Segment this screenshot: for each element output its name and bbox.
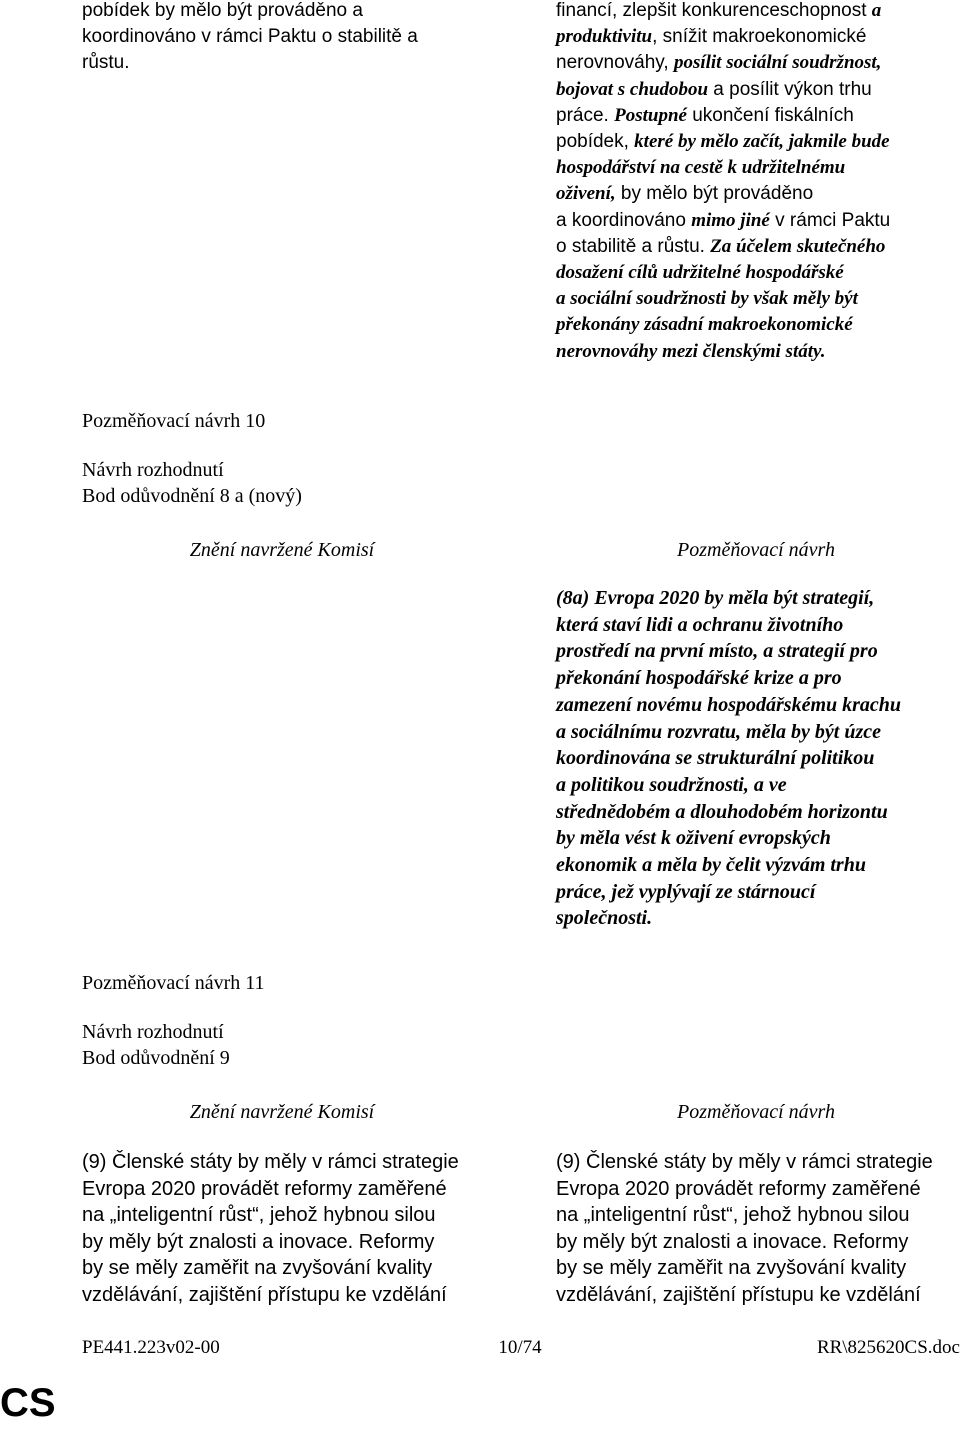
amendment-10-col-left-heading: Znění navržené Komisí bbox=[189, 539, 375, 561]
text-run: pobídek, bbox=[556, 131, 635, 153]
text-line: koordinováno v rámci Paktu o stabilitě a bbox=[82, 26, 418, 47]
text-line: zamezení novému hospodářskému krachu bbox=[556, 693, 902, 716]
text-run: o stabilitě a růstu. bbox=[556, 235, 711, 257]
footer-document-name: RR\825620CS.doc bbox=[816, 1337, 960, 1358]
text-line: společnosti. bbox=[556, 907, 653, 930]
text-line: a sociálnímu rozvratu, měla by být úzce bbox=[556, 720, 881, 743]
text-line: (8a) Evropa 2020 by měla být strategií, bbox=[556, 587, 875, 609]
amendment-10-title: Pozměňovací návrh 10 bbox=[82, 410, 266, 432]
footer-reference: PE441.223v02-00 bbox=[82, 1337, 220, 1358]
text-run-emphasis: překonány zásadní makroekonomické bbox=[556, 314, 853, 336]
text-run: práce. bbox=[556, 104, 615, 126]
text-line: která staví lidi a ochranu životního bbox=[556, 613, 844, 636]
top-right-paragraph bbox=[556, 0, 956, 365]
text-line: růstu. bbox=[82, 52, 130, 73]
text-line: střednědobém a dlouhodobém horizontu bbox=[556, 800, 888, 823]
amendment-11-left-text bbox=[82, 1149, 482, 1309]
language-code: CS bbox=[0, 1381, 56, 1425]
text-line: na „inteligentní růst“, jehož hybnou silou bbox=[556, 1204, 910, 1227]
text-run-emphasis: mimo jiné bbox=[691, 209, 770, 231]
text-line: by měly být znalosti a inovace. Reformy bbox=[82, 1230, 435, 1253]
text-line: Evropa 2020 provádět reformy zaměřené bbox=[556, 1177, 921, 1200]
text-line: koordinována se strukturální politikou bbox=[556, 747, 875, 770]
text-run-emphasis: které by mělo začít, jakmile bude bbox=[634, 131, 890, 153]
text-line: ekonomik a měla by čelit výzvám trhu bbox=[556, 854, 866, 877]
amendment-11-subtitle: Návrh rozhodnutí bbox=[82, 1021, 224, 1043]
amendment-10-subtitle: Návrh rozhodnutí bbox=[82, 459, 224, 481]
text-run-emphasis: posílit sociální soudržnost, bbox=[673, 52, 882, 74]
text-run-emphasis: a bbox=[871, 0, 882, 21]
text-line: (9) Členské státy by měly v rámci strategie bbox=[82, 1151, 459, 1173]
text-line: by měla vést k oživení evropských bbox=[556, 827, 831, 850]
amendment-10-text bbox=[556, 585, 956, 932]
text-run-emphasis: Postupné bbox=[614, 104, 687, 126]
text-line: by měly být znalosti a inovace. Reformy bbox=[556, 1230, 909, 1253]
amendment-11-recital: Bod odůvodnění 9 bbox=[82, 1047, 230, 1069]
text-run: v rámci Paktu bbox=[769, 209, 891, 231]
footer-page-number: 10/74 bbox=[498, 1337, 542, 1358]
text-run: a posílit výkon trhu bbox=[708, 78, 872, 100]
amendment-10-col-right-heading: Pozměňovací návrh bbox=[677, 539, 835, 561]
text-line: Evropa 2020 provádět reformy zaměřené bbox=[82, 1177, 447, 1200]
text-run-emphasis: dosažení cílů udržitelné hospodářské bbox=[556, 262, 844, 284]
text-run: ukončení fiskálních bbox=[686, 104, 854, 126]
text-run: nerovnováhy, bbox=[556, 52, 674, 74]
text-run: by mělo být prováděno bbox=[615, 183, 814, 205]
text-run: a koordinováno bbox=[556, 209, 692, 231]
amendment-10-recital: Bod odůvodnění 8 a (nový) bbox=[82, 485, 302, 507]
text-line: pobídek by mělo být prováděno a bbox=[82, 0, 363, 21]
text-line: by se měly zaměřit na zvyšování kvality bbox=[556, 1257, 907, 1280]
text-run-emphasis: nerovnováhy mezi členskými státy. bbox=[556, 340, 826, 362]
text-line: překonání hospodářské krize a pro bbox=[556, 667, 842, 690]
text-run-emphasis: Za účelem skutečného bbox=[710, 235, 886, 257]
text-line: vzdělávání, zajištění přístupu ke vzdělání bbox=[82, 1283, 447, 1306]
text-line: a politikou soudržnosti, a ve bbox=[556, 773, 787, 796]
amendment-11-title: Pozměňovací návrh 11 bbox=[82, 972, 265, 994]
amendment-11-right-text bbox=[556, 1149, 956, 1309]
text-run-emphasis: bojovat s chudobou bbox=[556, 78, 709, 100]
amendment-11-col-right-heading: Pozměňovací návrh bbox=[677, 1101, 835, 1123]
text-run-emphasis: a sociální soudržnosti by však měly být bbox=[556, 288, 858, 310]
text-line: vzdělávání, zajištění přístupu ke vzdělání bbox=[556, 1283, 921, 1306]
text-line: na „inteligentní růst“, jehož hybnou silou bbox=[82, 1204, 436, 1227]
text-run-emphasis: hospodářství na cestě k udržitelnému bbox=[556, 157, 846, 179]
text-run-emphasis: oživení, bbox=[556, 183, 616, 205]
text-run: financí, zlepšit konkurenceschopnost bbox=[556, 0, 872, 21]
text-line: (9) Členské státy by měly v rámci strategie bbox=[556, 1151, 933, 1173]
text-line: by se měly zaměřit na zvyšování kvality bbox=[82, 1257, 433, 1280]
text-run: , snížit makroekonomické bbox=[652, 26, 867, 48]
amendment-11-col-left-heading: Znění navržené Komisí bbox=[189, 1101, 375, 1123]
text-line: prostředí na první místo, a strategií pro bbox=[556, 640, 878, 663]
text-run-emphasis: produktivitu bbox=[556, 26, 653, 48]
top-left-paragraph bbox=[82, 0, 482, 76]
text-line: práce, jež vyplývají ze stárnoucí bbox=[556, 880, 816, 903]
